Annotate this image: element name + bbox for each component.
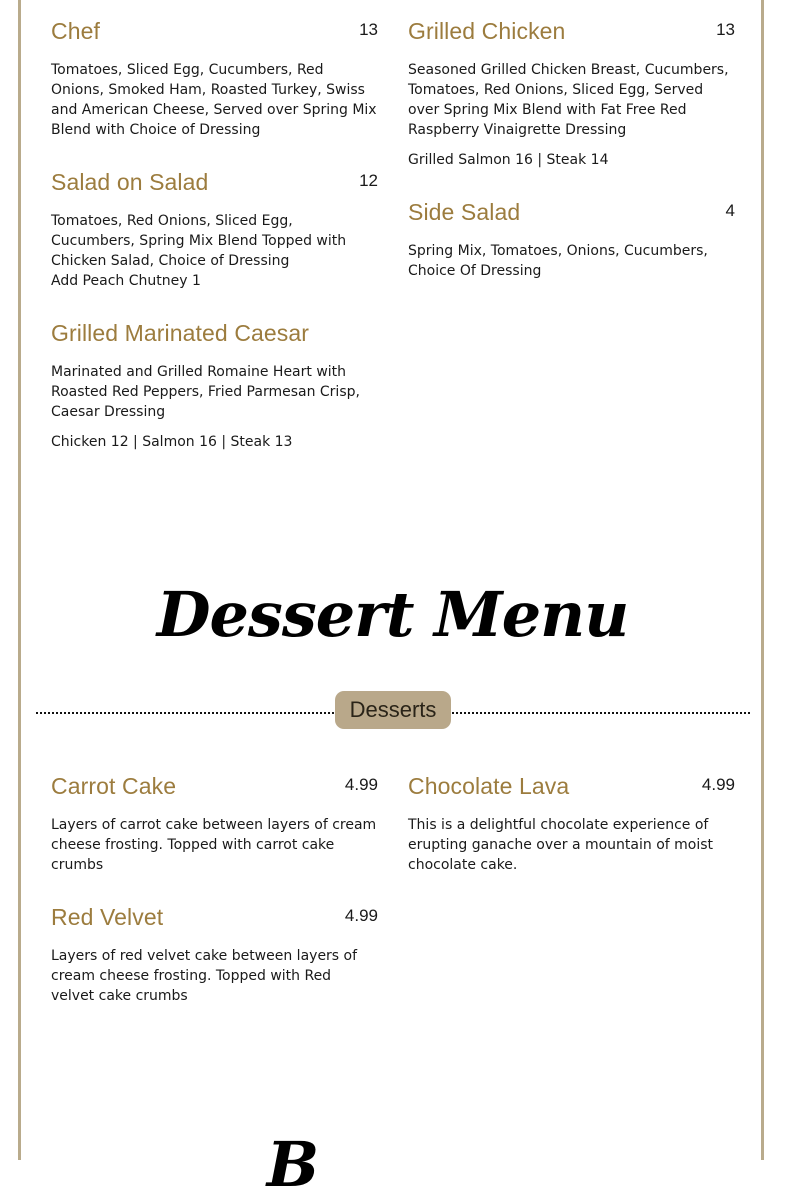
item-name: Salad on Salad [51, 169, 209, 195]
item-name: Chef [51, 18, 100, 44]
item-addons: Grilled Salmon 16 | Steak 14 [408, 152, 609, 168]
item-description: Layers of red velvet cake between layers of cream cheese frosting. Topped with Red velvet cake crumbs [51, 948, 358, 1004]
item-description: Layers of carrot cake between layers of cream cheese frosting. Topped with carrot cake crumbs [51, 817, 377, 873]
menu-item-salad-on-salad [51, 169, 378, 291]
item-price: 12 [359, 171, 378, 190]
menu-item-chef [51, 18, 378, 140]
category-badge-desserts: Desserts [335, 691, 451, 729]
item-description: Seasoned Grilled Chicken Breast, Cucumbers, Tomatoes, Red Onions, Sliced Egg, Served over Spring Mix Blend with Fat Free Red Raspberry Vinaigrette Dressing [408, 62, 729, 138]
menu-item-red-velvet [51, 904, 378, 1006]
menu-item-grilled-marinated-caesar [51, 320, 378, 452]
item-price: 4 [725, 201, 735, 220]
menu-item-grilled-chicken [408, 18, 735, 170]
item-description: Marinated and Grilled Romaine Heart with Roasted Red Peppers, Fried Parmesan Crisp, Caesar Dressing [51, 364, 360, 420]
item-price: 13 [716, 20, 735, 39]
item-name: Grilled Marinated Caesar [51, 320, 310, 346]
item-name: Carrot Cake [51, 773, 177, 799]
menu-item-side-salad [408, 199, 735, 281]
item-name: Red Velvet [51, 904, 164, 930]
item-price: 4.99 [344, 906, 378, 925]
item-price: 13 [359, 20, 378, 39]
item-name: Chocolate Lava [408, 773, 570, 799]
menu-item-chocolate-lava [408, 773, 735, 875]
item-addons: Add Peach Chutney 1 [51, 273, 201, 289]
item-price: 4.99 [701, 775, 735, 794]
item-description: This is a delightful chocolate experience of erupting ganache over a mountain of moist chocolate cake. [408, 817, 714, 873]
item-description: Tomatoes, Sliced Egg, Cucumbers, Red Onions, Smoked Ham, Roasted Turkey, Swiss and American Cheese, Served over Spring Mix Blend with Choice of Dressing [51, 62, 377, 138]
item-description: Tomatoes, Red Onions, Sliced Egg, Cucumbers, Spring Mix Blend Topped with Chicken Salad, Choice of Dressing [51, 213, 347, 269]
menu-item-carrot-cake [51, 773, 378, 875]
next-section-title: B [266, 1128, 319, 1201]
item-addons: Chicken 12 | Salmon 16 | Steak 13 [51, 434, 293, 450]
item-price: 4.99 [344, 775, 378, 794]
item-name: Grilled Chicken [408, 18, 566, 44]
item-description: Spring Mix, Tomatoes, Onions, Cucumbers, Choice Of Dressing [408, 243, 708, 279]
dessert-menu-title: Dessert Menu [156, 578, 629, 651]
item-name: Side Salad [408, 199, 521, 225]
